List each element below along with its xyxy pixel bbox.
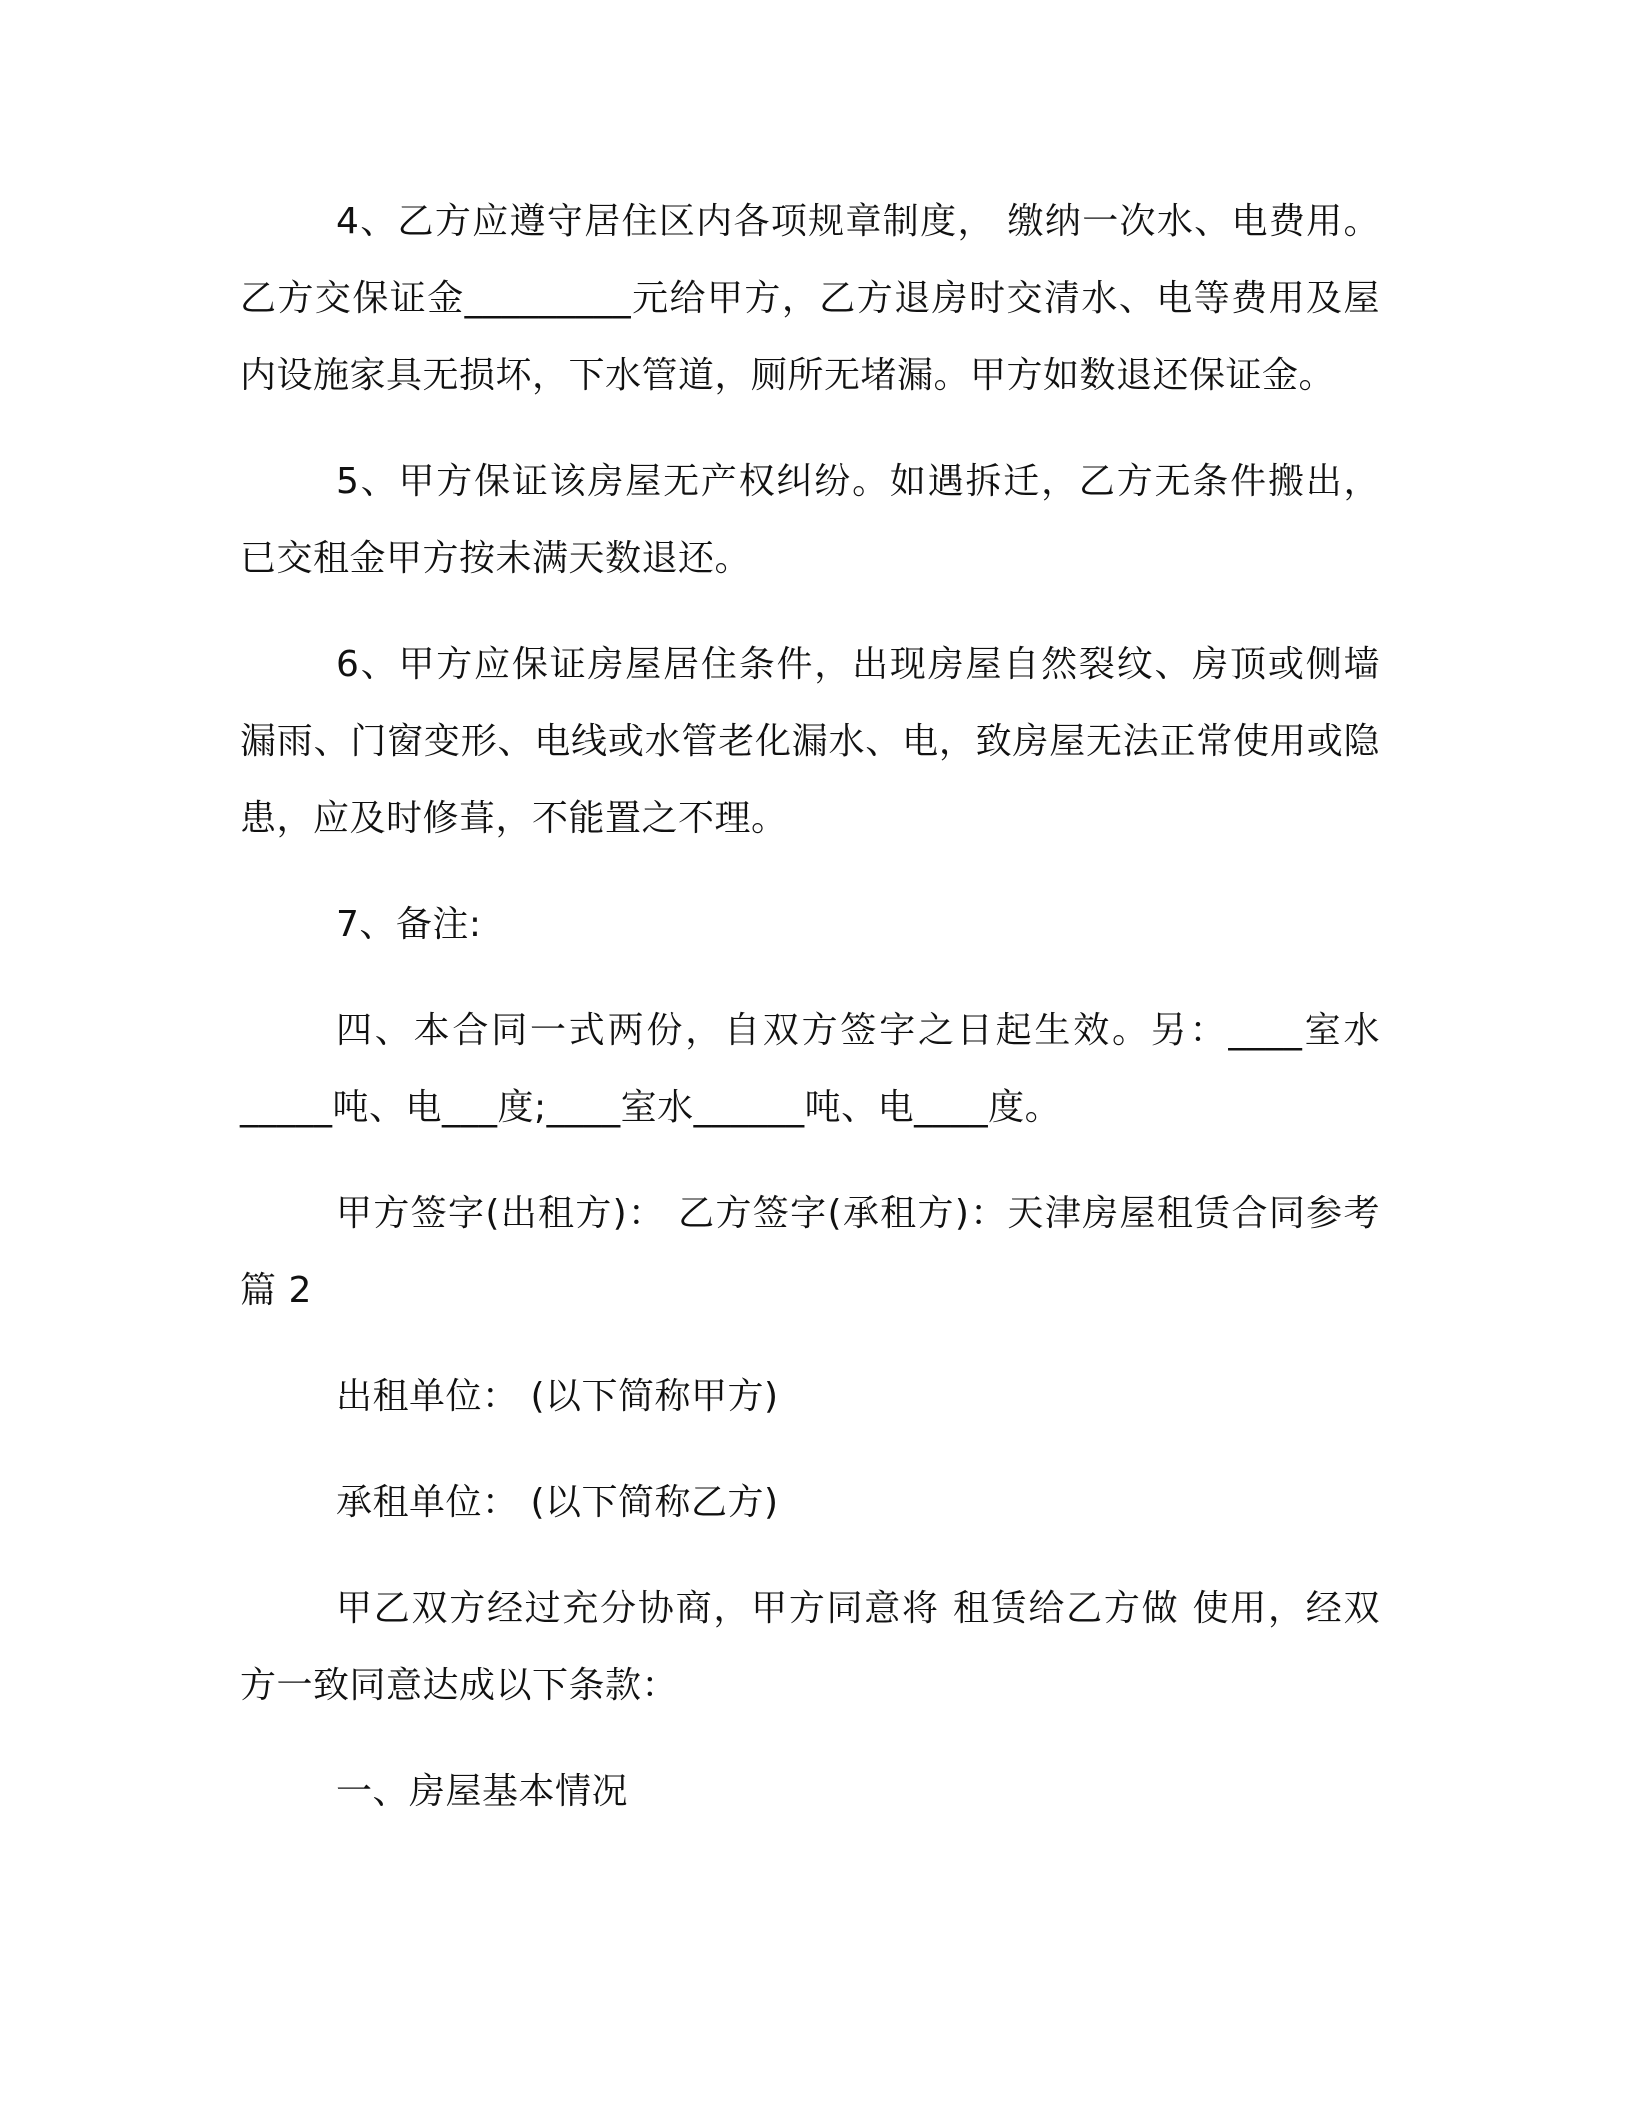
lessor-unit-line: 出租单位： (以下简称甲方) [336, 1376, 779, 1417]
document-body [240, 183, 1380, 1859]
clause-4-paragraph: 4、乙方应遵守居住区内各项规章制度， 缴纳一次水、电费用。乙方交保证金_________元给甲方，乙方退房时交清水、电等费用及屋内设施家具无损坏，下水管道，厕所无堵漏。甲方如数退还保证金。 [240, 201, 1380, 396]
clause-6-paragraph: 6、甲方应保证房屋居住条件，出现房屋自然裂纹、房顶或侧墙漏雨、门窗变形、电线或水管老化漏水、电，致房屋无法正常使用或隐患，应及时修葺，不能置之不理。 [240, 644, 1380, 839]
clause-7-remarks: 7、备注: [336, 904, 482, 945]
section-1-heading: 一、房屋基本情况 [336, 1771, 629, 1812]
clause-5-paragraph: 5、甲方保证该房屋无产权纠纷。如遇拆迁，乙方无条件搬出，已交租金甲方按未满天数退还。 [240, 461, 1380, 579]
agreement-intro-paragraph: 甲乙双方经过充分协商，甲方同意将 租赁给乙方做 使用，经双方一致同意达成以下条款： [240, 1588, 1380, 1706]
lessee-unit-line: 承租单位： (以下简称乙方) [336, 1482, 779, 1523]
section-4-effective-paragraph: 四、本合同一式两份，自双方签字之日起生效。另：____室水_____吨、电___度;____室水______吨、电____度。 [240, 1010, 1380, 1128]
signature-line-paragraph: 甲方签字(出租方)： 乙方签字(承租方)：天津房屋租赁合同参考篇 2 [240, 1193, 1380, 1311]
